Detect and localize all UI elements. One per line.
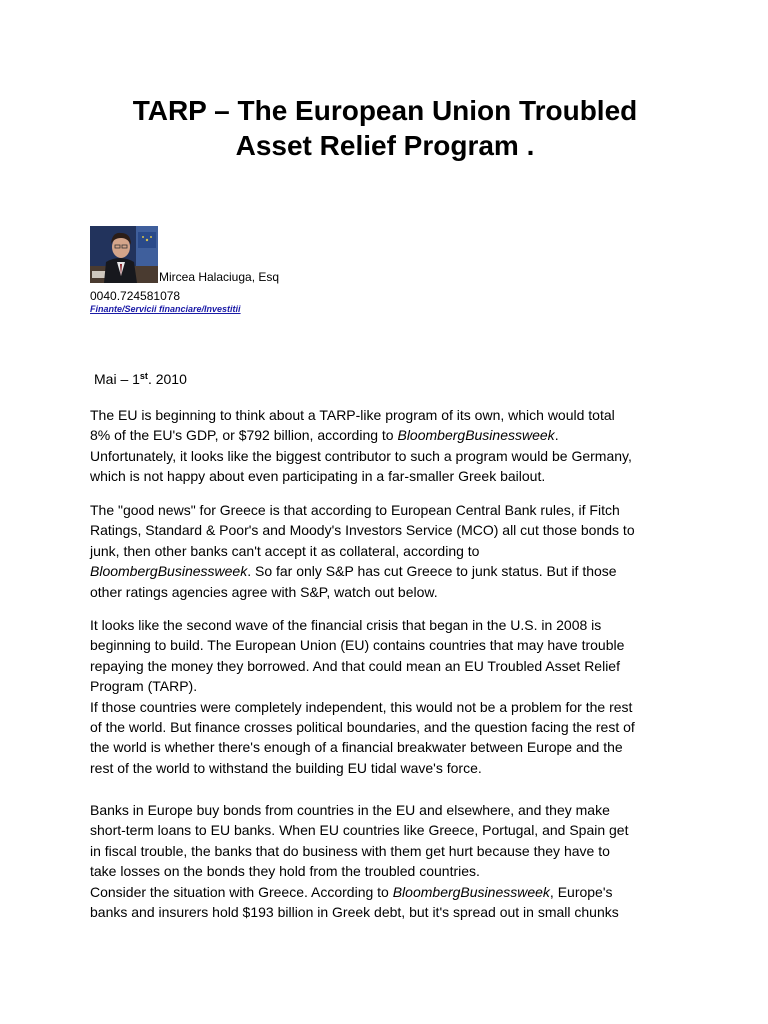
- text-line: of the world. But finance crosses political boundaries, and the question facing the rest of: [90, 719, 635, 736]
- text-line: Consider the situation with Greece. According to BloombergBusinessweek, Europe's: [90, 883, 613, 900]
- text-line: repaying the money they borrowed. And that could mean an EU Troubled Asset Relief: [90, 657, 620, 674]
- text-line: Ratings, Standard & Poor's and Moody's Investors Service (MCO) all cut those bonds to: [90, 522, 635, 539]
- date-ordinal: st: [139, 371, 148, 381]
- text-line: It looks like the second wave of the financial crisis that began in the U.S. in 2008 is: [90, 617, 602, 633]
- author-name: Mircea Halaciuga, Esq: [159, 270, 280, 284]
- text-line: If those countries were completely independent, this would not be a problem for the rest: [90, 698, 633, 715]
- text-line: other ratings agencies agree with S&P, watch out below.: [90, 583, 438, 600]
- title-line: TARP – The European Union Troubled: [132, 95, 638, 126]
- date-prefix: Mai – 1: [94, 371, 140, 387]
- category-link[interactable]: Finante/Servicii financiare/Investitii: [90, 304, 241, 314]
- text-line: The "good news" for Greece is that according to European Central Bank rules, if Fitch: [90, 502, 620, 518]
- publication-name: BloombergBusinessweek: [397, 427, 555, 444]
- paragraph: [90, 615, 690, 778]
- text-line: 8% of the EU's GDP, or $792 billion, according to BloombergBusinessweek.: [90, 427, 559, 444]
- publication-date: [94, 369, 187, 389]
- paragraph: [90, 405, 690, 487]
- publication-name: BloombergBusinessweek: [392, 883, 550, 900]
- text-line: rest of the world to withstand the building EU tidal wave's force.: [90, 759, 482, 776]
- text-line: Program (TARP).: [90, 678, 198, 695]
- text-line: in fiscal trouble, the banks that do business with them get hurt because they have to: [90, 842, 610, 859]
- text-line: The EU is beginning to think about a TARP-like program of its own, which would total: [90, 407, 615, 423]
- text-line: take losses on the bonds they hold from the troubled countries.: [90, 863, 480, 880]
- text-line: junk, then other banks can't accept it as collateral, according to: [90, 542, 480, 559]
- text-line: BloombergBusinessweek. So far only S&P has cut Greece to junk status. But if those: [90, 563, 617, 580]
- author-phone: 0040.724581078: [90, 289, 181, 303]
- text-line: short-term loans to EU banks. When EU countries like Greece, Portugal, and Spain get: [90, 822, 629, 839]
- text-line: beginning to build. The European Union (EU) contains countries that may have trouble: [90, 637, 625, 654]
- date-rest: . 2010: [147, 371, 187, 387]
- title-line: Asset Relief Program .: [235, 130, 535, 161]
- text-line: which is not happy about even participating in a far-smaller Greek bailout.: [90, 468, 546, 485]
- text-line: Banks in Europe buy bonds from countries in the EU and elsewhere, and they make: [90, 802, 610, 818]
- author-photo: [90, 226, 158, 283]
- text-line: Unfortunately, it looks like the biggest contributor to such a program would be Germany,: [90, 447, 632, 464]
- text-line: the world is whether there's enough of a financial breakwater between Europe and the: [90, 739, 623, 756]
- paragraph: [90, 500, 690, 602]
- publication-name: BloombergBusinessweek: [90, 563, 248, 580]
- paragraph: [90, 800, 690, 922]
- document-title: [60, 93, 710, 163]
- text-line: banks and insurers hold $193 billion in Greek debt, but it's spread out in small chunks: [90, 904, 619, 921]
